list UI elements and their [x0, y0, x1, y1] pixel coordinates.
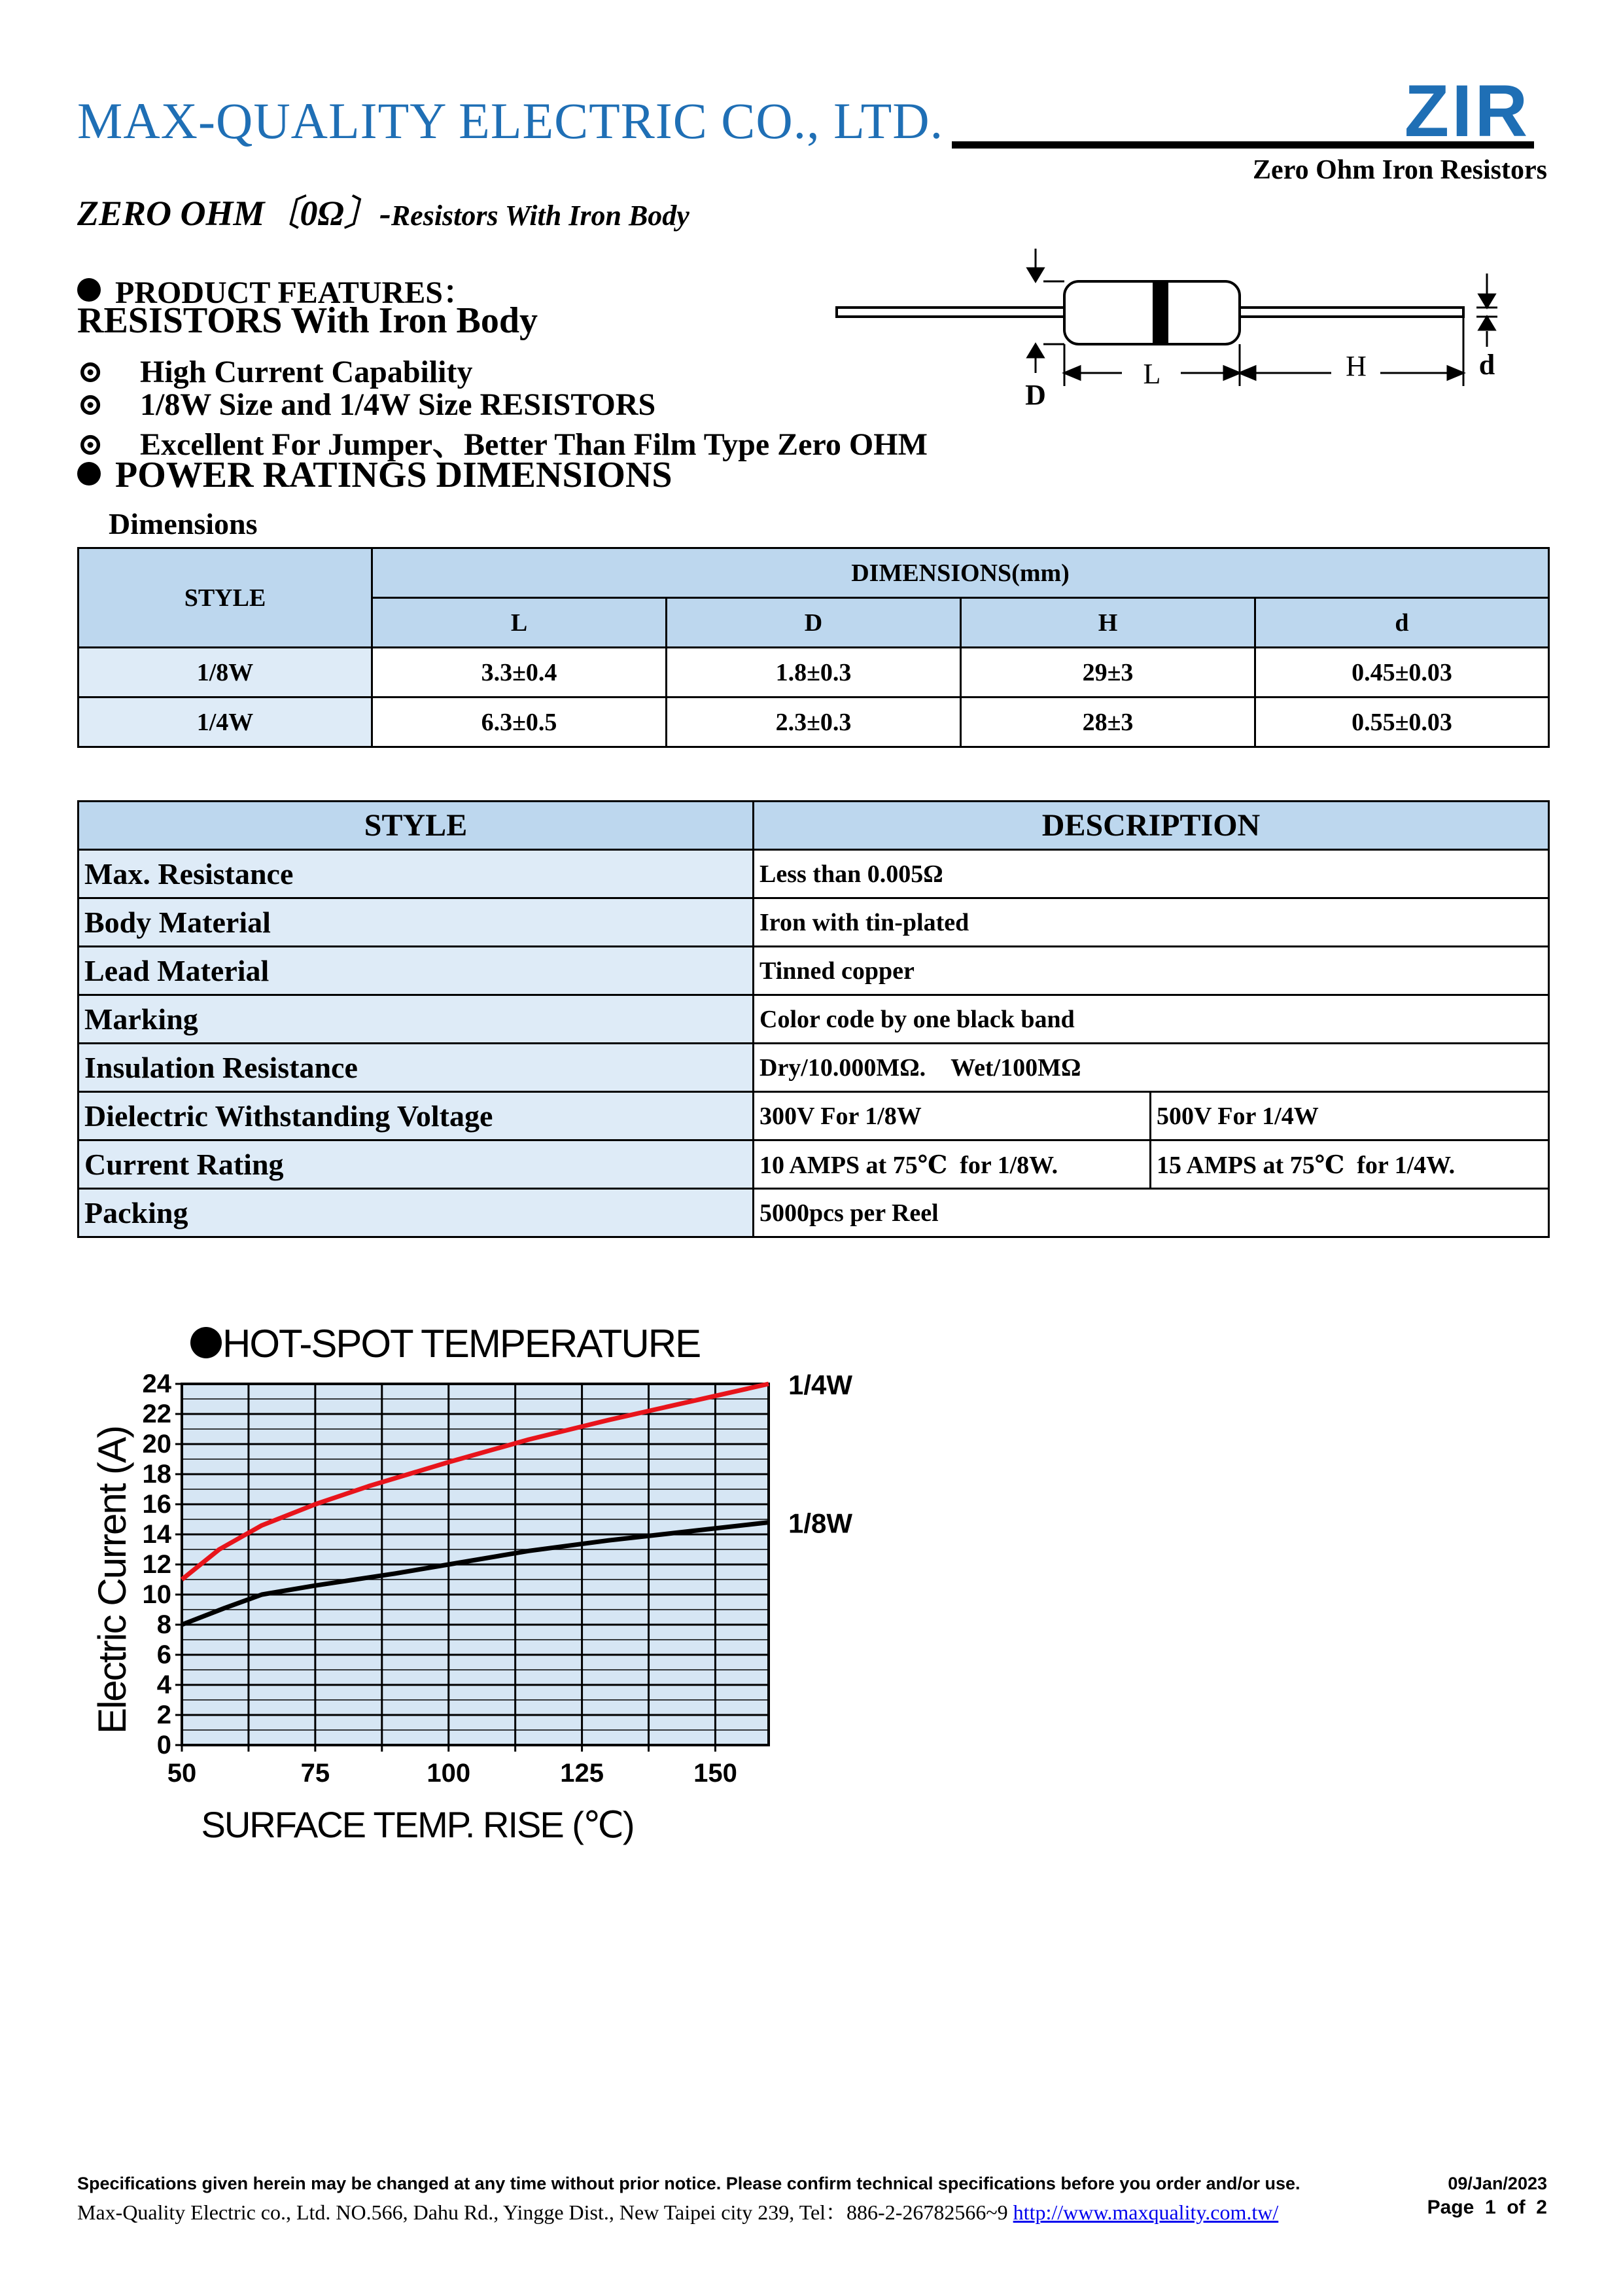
spec-value: 300V For 1/8W	[754, 1092, 1151, 1140]
spec-value: 15 AMPS at 75℃ for 1/4W.	[1151, 1140, 1549, 1189]
y-tick-label: 8	[156, 1610, 171, 1639]
value-cell: 29±3	[961, 648, 1255, 698]
power-heading-text: POWER RATINGS DIMENSIONS	[115, 455, 672, 495]
features-heading-text: PRODUCT FEATURES：	[115, 275, 474, 310]
spec-label: Lead Material	[79, 947, 754, 995]
y-tick-label: 24	[142, 1369, 171, 1398]
resistor-body	[1064, 281, 1240, 344]
y-tick-label: 0	[156, 1731, 171, 1759]
column-header: L	[372, 598, 667, 648]
footer-date: 09/Jan/2023	[1448, 2174, 1547, 2193]
feature-item	[77, 353, 473, 390]
footer-notice: Specifications given herein may be changed at any time without prior notice. Please confirm technical specifications before you order and/or use.	[77, 2174, 1300, 2193]
dimensions-table	[77, 547, 1550, 748]
chart-title: HOT-SPOT TEMPERATURE	[222, 1322, 701, 1366]
value-cell: 2.3±0.3	[667, 698, 961, 747]
spec-label: Dielectric Withstanding Voltage	[79, 1092, 754, 1140]
y-axis-label: Electric Current (A)	[90, 1426, 134, 1735]
style-header: STYLE	[79, 548, 372, 648]
logo-text: ZIR	[1404, 77, 1531, 147]
style-cell: 1/4W	[79, 698, 372, 747]
spec-value: 10 AMPS at 75℃ for 1/8W.	[754, 1140, 1151, 1189]
title-sub: Resistors With Iron Body	[391, 200, 689, 232]
bullet-icon	[77, 462, 101, 486]
value-cell: 0.55±0.03	[1255, 698, 1549, 747]
description-header: DESCRIPTION	[754, 802, 1549, 850]
x-tick-label: 125	[560, 1759, 604, 1788]
style-cell: 1/8W	[79, 648, 372, 698]
legend-label: 1/8W	[788, 1508, 853, 1539]
column-header: d	[1255, 598, 1549, 648]
footer-address	[77, 2196, 1278, 2226]
circle-dot-icon: ⊙	[77, 427, 104, 462]
table-row	[79, 898, 1549, 947]
specification-table	[77, 800, 1550, 1238]
table-row	[79, 995, 1549, 1044]
y-tick-label: 6	[156, 1640, 171, 1669]
title-main: ZERO OHM〔0Ω〕-	[77, 194, 391, 233]
spec-label: Body Material	[79, 898, 754, 947]
diagram-label-d-body: D	[1025, 379, 1046, 411]
product-subtitle: Zero Ohm Iron Resistors	[1253, 155, 1547, 185]
y-tick-label: 10	[142, 1580, 171, 1609]
table-row	[79, 1044, 1549, 1092]
y-tick-label: 22	[142, 1400, 171, 1428]
left-lead	[837, 308, 1064, 317]
diagram-label-h: H	[1346, 350, 1367, 382]
spec-value: Dry/10.000MΩ. Wet/100MΩ	[754, 1044, 1549, 1092]
y-tick-label: 20	[142, 1430, 171, 1458]
column-header: D	[667, 598, 961, 648]
x-tick-label: 150	[693, 1759, 737, 1788]
company-name: MAX-QUALITY ELECTRIC CO., LTD.	[77, 92, 944, 149]
feature-item	[77, 386, 655, 423]
website-link[interactable]: http://www.maxquality.com.tw/	[1013, 2200, 1279, 2224]
diagram-label-d-lead: d	[1478, 349, 1495, 381]
power-ratings-heading	[77, 454, 672, 496]
table-row	[79, 850, 1549, 898]
table-row	[79, 947, 1549, 995]
feature-text: Excellent For Jumper、Better Than Film Type Zero OHM	[140, 427, 928, 462]
y-tick-label: 4	[156, 1670, 171, 1699]
value-cell: 3.3±0.4	[372, 648, 667, 698]
table-row	[79, 698, 1549, 747]
bullet-icon	[77, 278, 101, 302]
circle-dot-icon: ⊙	[77, 387, 104, 422]
x-tick-label: 50	[167, 1759, 197, 1788]
diagram-label-l: L	[1143, 358, 1161, 390]
spec-value: Less than 0.005Ω	[754, 850, 1549, 898]
feature-text: High Current Capability	[140, 355, 473, 389]
address-text: Max-Quality Electric co., Ltd. NO.566, Dahu Rd., Yingge Dist., New Taipei city 239, Tel：886-2-26782566~9	[77, 2200, 1008, 2224]
table-row	[79, 1140, 1549, 1189]
page-number: Page 1 of 2	[1427, 2197, 1547, 2218]
spec-label: Packing	[79, 1189, 754, 1237]
spec-label: Current Rating	[79, 1140, 754, 1189]
x-tick-label: 100	[427, 1759, 471, 1788]
style-header: STYLE	[79, 802, 754, 850]
spec-value: 5000pcs per Reel	[754, 1189, 1549, 1237]
x-axis-label: SURFACE TEMP. RISE (℃)	[201, 1804, 634, 1845]
y-tick-label: 16	[142, 1490, 171, 1519]
resistor-dimension-diagram	[828, 242, 1514, 412]
table-row	[79, 648, 1549, 698]
circle-dot-icon: ⊙	[77, 355, 104, 389]
spec-label: Max. Resistance	[79, 850, 754, 898]
x-tick-label: 75	[300, 1759, 330, 1788]
dimensions-group-header: DIMENSIONS(mm)	[372, 548, 1549, 598]
y-tick-label: 12	[142, 1550, 171, 1579]
spec-label: Insulation Resistance	[79, 1044, 754, 1092]
chart-title-bullet-icon	[190, 1327, 222, 1358]
value-cell: 6.3±0.5	[372, 698, 667, 747]
table-row	[79, 1092, 1549, 1140]
spec-value: 500V For 1/4W	[1151, 1092, 1549, 1140]
table-row	[79, 1189, 1549, 1237]
spec-value: Color code by one black band	[754, 995, 1549, 1044]
page-title	[77, 185, 689, 236]
spec-value: Tinned copper	[754, 947, 1549, 995]
y-tick-label: 18	[142, 1460, 171, 1489]
legend-label: 1/4W	[788, 1369, 853, 1400]
right-lead	[1240, 308, 1463, 317]
feature-text: 1/8W Size and 1/4W Size RESISTORS	[140, 387, 656, 422]
spec-label: Marking	[79, 995, 754, 1044]
y-tick-label: 14	[142, 1520, 171, 1549]
color-band	[1153, 281, 1168, 344]
spec-value: Iron with tin-plated	[754, 898, 1549, 947]
zir-logo	[1388, 77, 1546, 147]
value-cell: 1.8±0.3	[667, 648, 961, 698]
hot-spot-temperature-chart	[85, 1309, 909, 1845]
value-cell: 0.45±0.03	[1255, 648, 1549, 698]
y-tick-label: 2	[156, 1701, 171, 1729]
dimensions-heading: Dimensions	[109, 507, 258, 540]
features-subheading: RESISTORS With Iron Body	[77, 300, 538, 341]
column-header: H	[961, 598, 1255, 648]
value-cell: 28±3	[961, 698, 1255, 747]
